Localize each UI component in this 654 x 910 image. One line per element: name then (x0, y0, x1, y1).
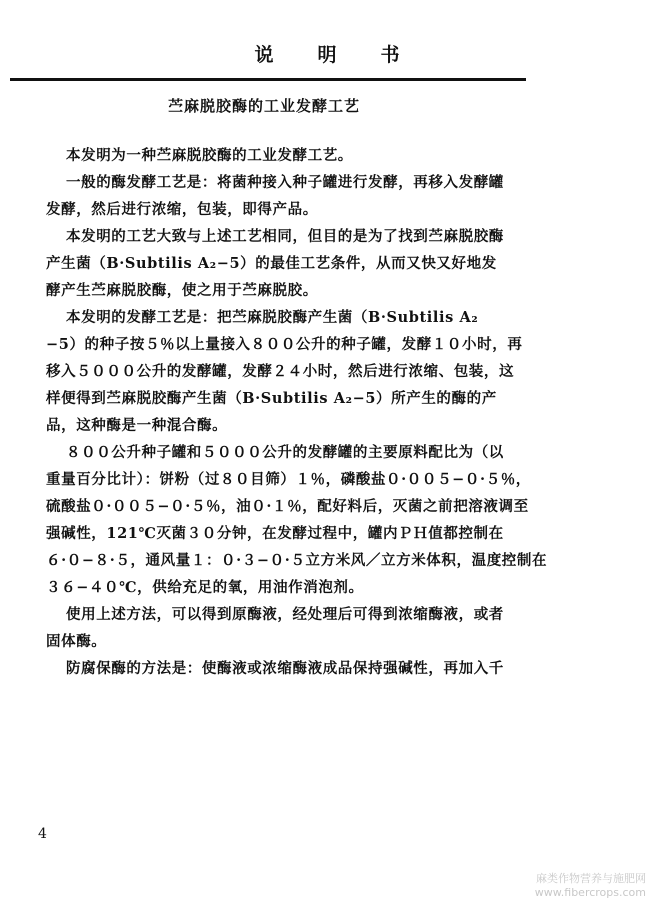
text-line: 强碱性，121℃灭菌３０分钟，在发酵过程中，罐内ＰＨ值都控制在 (46, 525, 504, 542)
document-body (46, 142, 548, 682)
text-line: ３６−４０℃，供给充足的氧，用油作消泡剂。 (46, 579, 364, 596)
text-line: 重量百分比计）：饼粉（过８０目筛）１％，磷酸盐０·００５−０·５％， (46, 471, 531, 488)
text-line: 防腐保酶的方法是：使酶液或浓缩酶液成品保持强碱性，再加入千 (66, 660, 504, 677)
text-line: ６·０−８·５，通风量１：０·３−０·５立方米风／立方米体积，温度控制在 (46, 552, 548, 569)
text-line: 本发明的工艺大致与上述工艺相同，但目的是为了找到苎麻脱胶酶 (66, 228, 504, 245)
text-line: 产生菌（B·Subtilis A₂−5）的最佳工艺条件，从而又快又好地发 (46, 255, 497, 272)
watermark-line-1: 麻类作物营养与施肥网 (536, 872, 646, 885)
text-line: 本发明为一种苎麻脱胶酶的工业发酵工艺。 (66, 147, 353, 164)
text-line: 移入５０００公升的发酵罐，发酵２４小时，然后进行浓缩、包装，这 (46, 363, 515, 380)
text-line: ８００公升种子罐和５０００公升的发酵罐的主要原料配比为（以 (66, 444, 504, 461)
page-header: 说明书 (254, 44, 444, 66)
text-line: 一般的酶发酵工艺是：将菌种接入种子罐进行发酵，再移入发酵罐 (66, 174, 504, 191)
header-divider (10, 78, 526, 81)
document-title: 苎麻脱胶酶的工业发酵工艺 (168, 97, 361, 115)
text-line: 硫酸盐０·００５−０·５％，油０·１％，配好料后，灭菌之前把溶液调至 (46, 498, 529, 515)
text-line: −5）的种子按５％以上量接入８００公升的种子罐，发酵１０小时，再 (46, 336, 523, 353)
text-line: 使用上述方法，可以得到原酶液，经处理后可得到浓缩酶液，或者 (66, 606, 504, 623)
watermark (535, 872, 646, 900)
text-line: 发酵，然后进行浓缩，包装，即得产品。 (46, 201, 318, 218)
text-line: 本发明的发酵工艺是：把苎麻脱胶酶产生菌（B·Subtilis A₂ (66, 309, 479, 326)
text-line: 酵产生苎麻脱胶酶，使之用于苎麻脱胶。 (46, 282, 318, 299)
text-line: 样便得到苎麻脱胶酶产生菌（B·Subtilis A₂−5）所产生的酶的产 (46, 390, 497, 407)
watermark-line-2: www.fibercrops.com (534, 886, 646, 899)
page-number: 4 (38, 826, 47, 842)
text-line: 固体酶。 (46, 633, 107, 650)
text-line: 品，这种酶是一种混合酶。 (46, 417, 228, 434)
